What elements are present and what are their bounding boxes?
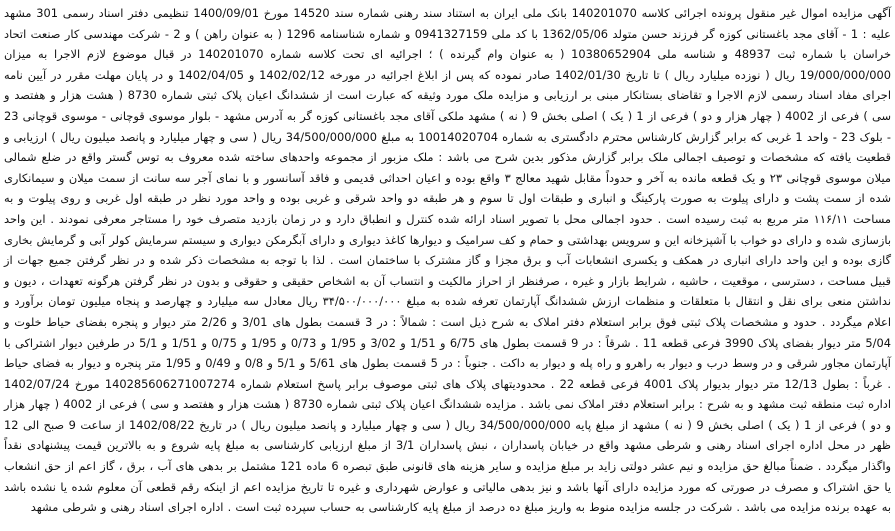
auction-notice-text: آگهی مزایده اموال غیر منقول پرونده اجرائی کلاسه 140201070 بانک ملی ایران به استناد سند رهنی شماره سند 14520 مورخ 1400/09/01 تنظیمی دفتر اسناد رسمی 301 مشهد علیه : 1 - آقای مجد باغستانی کوزه گر فرزند حسن متولد 1362/05/06 با کد ملی 0941327159 و شماره شناسنامه 1296 ( به عنوان راهن ) و 2 - شرکت مهندسی کار صنعت اتحاد خراسان با شماره ثبت 48937 و شناسه ملی 10380652904 ( به عنوان وام گیرنده ) ؛ اجرائیه ای تحت کلاسه شماره 140201070 در قبال موضوع لازم الاجرا به میزان 19/000/000/000 ریال ( نوزده میلیارد ریال ) تا تاریخ 1402/01/30 صادر نموده که پس از ابلاغ اجرائیه در مورخه 1402/02/12 و 1402/04/05 و در پایان مهلت مقرر در آیین نامه اجرای مفاد اسناد رسمی لازم الاجرا و تقاضای بستانکار مبنی بر ارزیابی و مزایده ملک مورد وثیقه که عبارت است از ششدانگ اعیان پلاک ثبتی شماره 8730 ( هشت هزار و هفتصد و سی ) فرعی از 4002 ( چهار هزار و دو ) فرعی از 1 ( یک ) اصلی بخش 9 ( نه ) مشهد ملکی آقای مجد باغستانی کوزه گر به آدرس مشهد - بلوار موسوی قوچانی - موسوی قوچانی 23 - بلوک 23 - واحد 1 غربی که برابر گزارش کارشناس محترم دادگستری به شماره 10014020704 به مبلغ 34/500/000/000 ریال ( سی و چهار میلیارد و پانصد میلیون ریال ) ارزیابی و قطعیت یافته که مشخصات و توصیف اجمالی ملک برابر گزارش مذکور بدین شرح می باشد : ملک مزبور از مجموعه واحدهای ساخته شده معروف به توس گستر واقع در ضلع شمالی میلان موسوی قوچانی ۲۳ و یک قطعه مانده به آخر و حدوداً مقابل شهید معالج ۳ واقع بوده و اعیان احداثی قدیمی و فاقد آسانسور و با نمای آجر سه سانت از سمت میلان و سیمانکاری شده از سمت پشت و دارای پیلوت به صورت پارکینگ و انباری و طبقات اول تا سوم و هر طبقه دو واحد شرقی و غربی بوده و واحد مورد نظر در طبقه اول غربی و روی پیلوت و به مساحت ۱۱۶/۱۱ متر مربع به ثبت رسیده است . حدود اجمالی محل با تصویر اسناد ارائه شده کنترل و انطباق دارد و در زمان بازدید متصرف خود را مستاجر معرفی نمودند . این واحد بازسازی شده و دارای دو خواب با آشپزخانه این و سرویس بهداشتی و حمام و کف سرامیک و دیوارها کاغذ دیواری و دارای آبگرمکن دیواری و سیستم سرمایش کولر آبی و گرمایش بخاری گازی بوده و این واحد دارای انباری در همکف و یکسری انشعابات آب و برق مجزا و گاز مشترک با ساختمان است . لذا با توجه به مشخصات ذکر شده و در نظر گرفتن جمیع جهات از قبیل مساحت ، دسترسی ، موقعیت ، حاشیه ، شرایط بازار و غیره ، صرفنظر از احراز مالکیت و انتساب آن به اشخاص حقیقی و حقوقی و بدون در نظر گرفتن هرگونه تعهدات ، دیون و نداشتن منعی برای نقل و انتقال با متعلقات و منظمات ارزش ششدانگ آپارتمان تعرفه شده به مبلغ ۳۴/۵۰۰/۰۰۰/۰۰۰ ریال معادل سه میلیارد و چهارصد و پنجاه میلیون تومان برآورد و اعلام میگردد . حدود و مشخصات پلاک ثبتی فوق برابر استعلام دفتر املاک به شرح ذیل است : شمالاً : در 3 قسمت بطول های 3/01 و 2/26 متر دیوار و پنجره بفضای حیاط خلوت و 5/04 متر دیوار بفضای پلاک 3990 فرعی قطعه 11 . شرقاً : در 9 قسمت بطول های 6/75 و 1/51 و 3/02 و 1/95 و 0/73 و 1/95 و 0/75 و 1/51 و 5/1 در طرفین دیوار اشتراکی با آپارتمان مجاور شرقی و در وسط درب و دیوار به راهرو و راه پله و دیوار به داکت . جنوباً : در 5 قسمت بطول های 5/61 و 5/1 و 0/8 و 0/49 و 1/95 متر پنجره و دیوار به فضای حیاط . غرباً : بطول 12/13 متر دیوار بدیوار پلاک 4001 فرعی قطعه 22 . محدودیتهای پلاک های ثبتی موصوف برابر پاسخ استعلام شماره 140285606271007274 مورخ 1402/07/24 اداره ثبت منطقه ثبت مشهد و به شرح : برابر استعلام دفتر املاک نمی باشد . مزایده ششدانگ اعیان پلاک ثبتی شماره 8730 ( هشت هزار و هفتصد و سی ) فرعی از 4002 ( چهار هزار و دو ) فرعی از 1 ( یک ) اصلی بخش 9 ( نه ) مشهد از مبلغ پایه 34/500/000/000 ریال ( سی و چهار میلیارد و پانصد میلیون ریال ) در تاریخ 1402/08/22 از ساعت 9 صبح الی 12 ظهر در محل اداره اجرای اسناد رهنی و شرطی مشهد واقع در خیابان پاسداران ، نبش پاسداران 3/1 از مبلغ ارزیابی کارشناسی به مبلغ پایه شروع و به بالاترین قیمت پیشنهادی نقداً واگذار میگردد . ضمناً مبالغ حق مزایده و نیم عشر دولتی زاید بر مبلغ مزایده و سایر هزینه های قانونی طبق تبصره 6 ماده 121 مشتمل بر بدهی های آب ، برق ، گاز اعم از حق انشعاب یا حق اشتراک و مصرف در صورتی که مورد مزایده دارای آنها باشد و نیز بدهی مالیاتی و عوارض شهرداری و غیره تا تاریخ مزایده اعم از اینکه رقم قطعی آن معلوم شده یا نشده باشد به عهده برنده مزایده می باشد . شرکت در جلسه مزایده منوط به واریز مبلغ ده درصد از مبلغ پایه کارشناسی به حساب سپرده ثبت است . اداره اجرای اسناد رهنی و شرطی مشهد xyxy=(4,6,892,515)
